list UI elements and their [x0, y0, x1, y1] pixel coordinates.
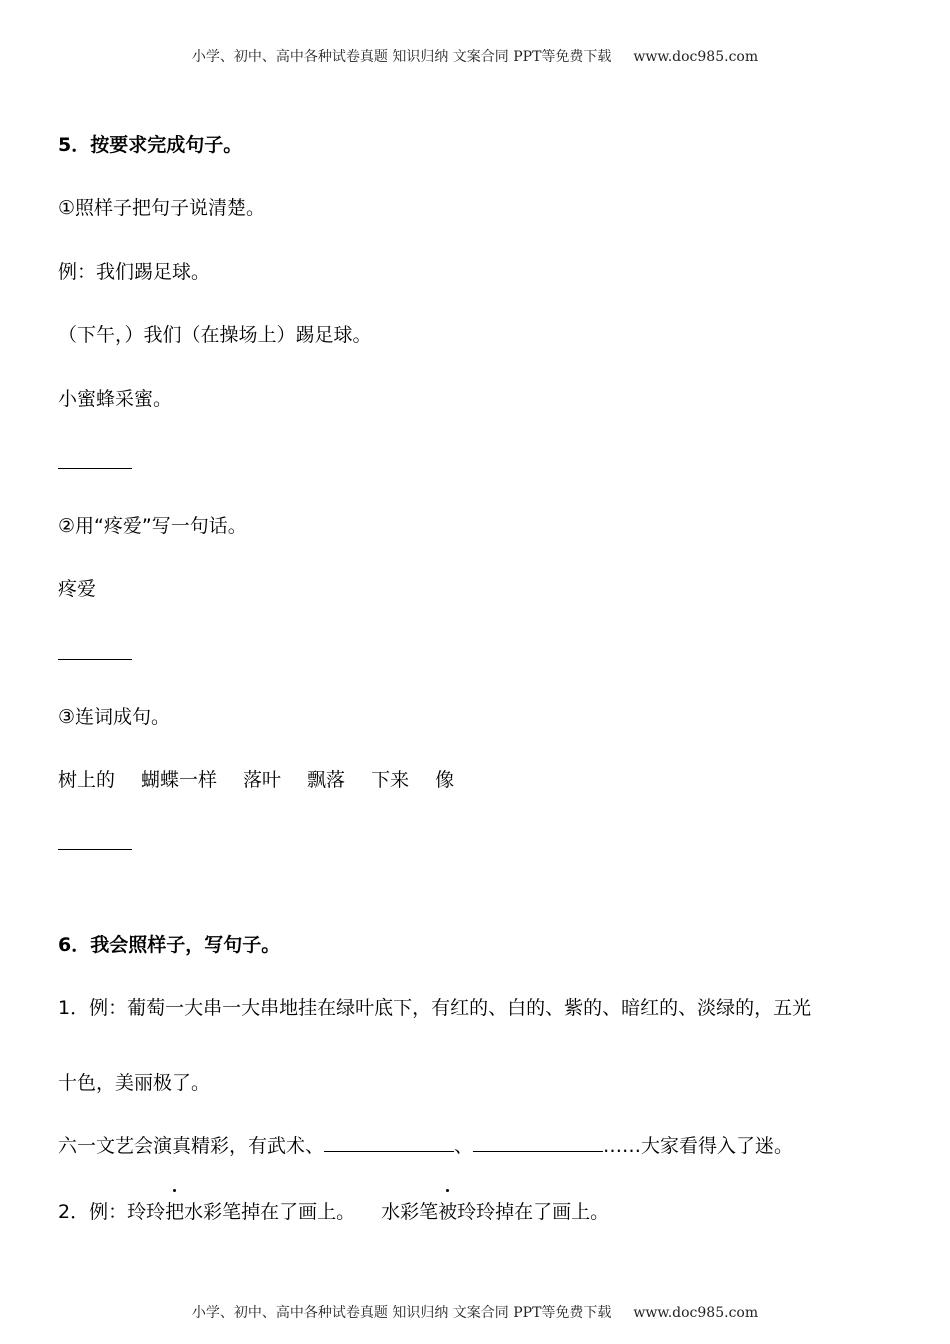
q5-prompt: 小蜜蜂采蜜。 [58, 388, 173, 410]
footer-site[interactable]: www.doc985.com [633, 1305, 759, 1321]
q6-item1-line2: 十色，美丽极了。 [58, 1072, 211, 1094]
word-6: 像 [435, 769, 455, 791]
q5-part2: ②用“疼爱”写一句话。 [58, 515, 247, 537]
task-separator: 、 [454, 1135, 474, 1157]
q5-example-expanded: （下午，）我们（在操场上）踢足球。 [58, 324, 372, 346]
word-3: 落叶 [243, 769, 282, 791]
item2-text-d: 水彩笔 [381, 1201, 439, 1223]
word-1: 树上的 [58, 769, 116, 791]
q5-part3: ③连词成句。 [58, 706, 171, 728]
q5-title: 5．按要求完成句子。 [58, 134, 243, 156]
item2-text-a: 2．例：玲玲 [58, 1201, 166, 1223]
answer-blank-1[interactable] [58, 456, 132, 478]
footer-text: 小学、初中、高中各种试卷真题 知识归纳 文案合同 PPT等免费下载 [191, 1305, 612, 1321]
task-text-a: 六一文艺会演真精彩，有武术、 [58, 1135, 325, 1157]
q6-item2 [58, 1197, 609, 1224]
emphasis-bei: 被 [438, 1201, 458, 1223]
q5-example: 例：我们踢足球。 [58, 261, 211, 283]
word-4: 飘落 [307, 769, 346, 791]
header-site[interactable]: www.doc985.com [633, 49, 759, 65]
q6-item1-task [58, 1131, 793, 1158]
answer-blank-2[interactable] [58, 647, 132, 669]
page-header [0, 46, 950, 66]
emphasis-ba: 把 [165, 1201, 185, 1223]
q5-part1: ①照样子把句子说清楚。 [58, 197, 266, 219]
word-bank [58, 765, 480, 792]
q6-title: 6．我会照样子，写句子。 [58, 934, 281, 956]
item2-text-c: 水彩笔掉在了画上。 [184, 1201, 356, 1223]
q6-item1-line1: 1．例：葡萄一大串一大串地挂在绿叶底下，有红的、白的、紫的、暗红的、淡绿的，五光 [58, 997, 812, 1019]
answer-blank-3[interactable] [58, 837, 132, 859]
q5-word: 疼爱 [58, 578, 97, 600]
word-5: 下来 [371, 769, 410, 791]
fill-blank-1[interactable] [324, 1133, 454, 1152]
header-text: 小学、初中、高中各种试卷真题 知识归纳 文案合同 PPT等免费下载 [191, 49, 612, 65]
item2-text-f: 玲玲掉在了画上。 [457, 1201, 610, 1223]
word-2: 蝴蝶一样 [141, 769, 218, 791]
fill-blank-2[interactable] [473, 1133, 603, 1152]
task-text-b: ……大家看得入了迷。 [603, 1135, 794, 1157]
page-footer [0, 1302, 950, 1322]
